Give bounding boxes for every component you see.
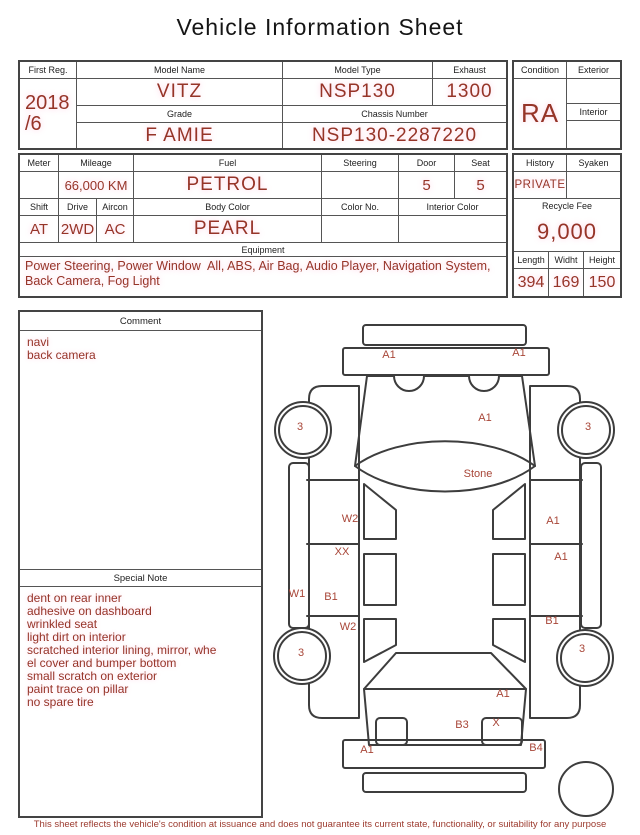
width-label: Widht [549,252,584,269]
special-note-header: Special Note [20,569,261,587]
mileage-value: 66,000 KM [59,172,134,199]
first-reg-value [20,79,77,148]
damage-code-label: W1 [288,588,306,600]
interior-color-label: Interior Color [399,199,506,216]
history-value: PRIVATE [514,172,567,199]
damage-code-label: B3 [455,719,469,731]
condition-value: RA [514,79,567,148]
damage-code-label: A1 [360,744,374,756]
special-note-content [20,587,261,816]
steering-value [322,172,399,199]
recycle-fee-label: Recycle Fee [541,201,593,211]
exhaust-value: 1300 [433,79,506,106]
damage-code-label: A1 [496,688,510,700]
special-note-line: dent on rear inner [27,591,122,605]
meter-label: Meter [20,155,59,172]
damage-code-label: B1 [545,615,559,627]
drive-value: 2WD [59,216,97,243]
spare-tire [559,762,613,816]
aircon-value: AC [97,216,134,243]
body-color-label: Body Color [134,199,322,216]
first-reg-year: 2018 [25,91,70,114]
condition-label: Condition [514,62,567,79]
comment-header: Comment [20,312,261,331]
history-table [512,153,622,298]
door-value: 5 [399,172,455,199]
front-top-strip [363,325,526,345]
chassis-number-value: NSP130-2287220 [311,124,478,146]
page-title: Vehicle Information Sheet [176,14,464,40]
left-sill [289,463,309,628]
shift-value: AT [20,216,59,243]
height-label: Height [584,252,620,269]
damage-code-label: A1 [546,515,560,527]
damage-code-label: A1 [554,551,568,563]
damage-code-label: 3 [296,421,304,433]
fuel-label: Fuel [134,155,322,172]
grade-label: Grade [77,106,283,123]
length-value: 394 [514,269,549,296]
shift-label: Shift [20,199,59,216]
grade-value: F AMIE [77,123,283,148]
fuel-value: PETROL [134,172,322,199]
body-color-value: PEARL [134,216,322,243]
recycle-fee-value: 9,000 [514,213,620,252]
special-note-line: adhesive on dashboard [27,604,152,618]
aircon-label: Aircon [97,199,134,216]
comment-line: navi [27,335,50,349]
car-diagram-svg [272,308,637,823]
damage-labels [289,347,591,756]
height-value: 150 [588,273,616,291]
length-label: Length [514,252,549,269]
interior-color-value [399,216,506,243]
syaken-label: Syaken [567,155,620,172]
exterior-value [567,79,620,104]
damage-code-label: 3 [584,421,592,433]
right-sill [581,463,601,628]
special-note-line: light dirt on interior [27,630,126,644]
chassis-number-label: Chassis Number [283,106,506,123]
rear-right-wheel [557,630,613,686]
seat-label: Seat [455,155,506,172]
damage-code-label: Stone [463,468,493,480]
special-note-line: el cover and bumper bottom [27,656,177,670]
width-value: 169 [549,269,584,296]
special-note-line: scratched interior lining, mirror, whe [27,643,217,657]
equipment-label: Equipment [20,243,506,257]
exhaust-label: Exhaust [433,62,506,79]
damage-code-label: W2 [341,513,359,525]
right-rear-window [493,554,525,605]
rear-bottom-strip [363,773,526,792]
registration-table [18,60,508,150]
comment-line: back camera [27,348,96,362]
interior-value [567,121,620,148]
damage-code-label: B4 [529,742,543,754]
damage-code-label: A1 [478,412,492,424]
door-label: Door [399,155,455,172]
rear-window [364,653,526,689]
left-front-window [364,484,396,539]
hood-right-edge [522,376,535,466]
meter-value [20,172,59,199]
equipment-value: Power Steering, Power Window All, ABS, Air Bag, Audio Player, Navigation System, Back Camera, Fog Light [25,259,494,288]
special-note-line: small scratch on exterior [27,669,158,683]
notes-box [18,310,263,818]
damage-code-label: A1 [512,347,526,359]
damage-code-label: B1 [324,591,338,603]
car-damage-diagram [272,308,637,823]
special-note-line: no spare tire [27,695,94,709]
model-name-value: VITZ [77,79,283,106]
damage-code-label: 3 [578,643,586,655]
right-quarter-window [493,619,525,662]
color-no-label: Color No. [322,199,399,216]
hood-left-edge [355,376,367,466]
footer-disclaimer: This sheet reflects the vehicle's condition at issuance and does not guarantee its current state, functionality, or suitability for any purpose [33,819,607,830]
damage-code-label: X [492,717,500,729]
model-name-label: Model Name [77,62,283,79]
comment-content [20,331,261,569]
model-type-label: Model Type [283,62,433,79]
interior-label: Interior [567,104,620,121]
special-note-line: paint trace on pillar [27,682,129,696]
left-rear-window [364,554,396,605]
syaken-value [567,172,620,199]
right-front-window [493,484,525,539]
first-reg-month: /6 [25,112,42,135]
history-label: History [514,155,567,172]
model-type-value: NSP130 [283,79,433,106]
mileage-label: Mileage [59,155,134,172]
exterior-label: Exterior [567,62,620,79]
vehicle-info-table [18,153,508,298]
first-reg-label: First Reg. [20,62,77,79]
left-quarter-window [364,619,396,662]
right-panel-dividers [530,480,582,616]
seat-value: 5 [455,172,506,199]
damage-code-label: XX [334,546,350,558]
damage-code-label: W2 [339,621,357,633]
color-no-value [322,216,399,243]
condition-table [512,60,622,150]
damage-code-label: 3 [297,647,305,659]
drive-label: Drive [59,199,97,216]
steering-label: Steering [322,155,399,172]
windshield [355,441,535,491]
special-note-line: wrinkled seat [27,617,98,631]
hood-top-edge [367,376,522,391]
damage-code-label: A1 [382,349,396,361]
